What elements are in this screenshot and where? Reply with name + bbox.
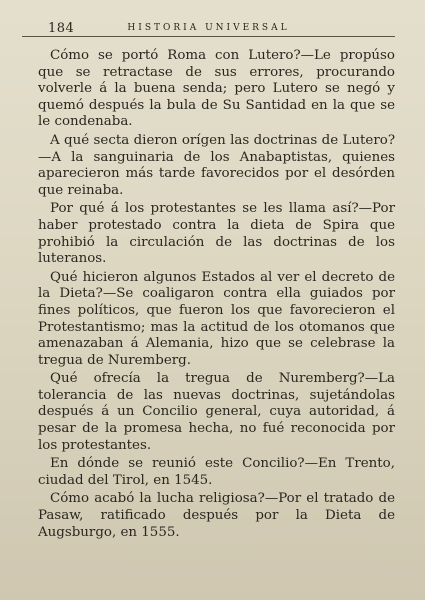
running-title: HISTORIA UNIVERSAL [127, 23, 290, 33]
paragraph-religious-struggle: Cómo acabó la lucha religiosa?—Por el tratado de Pasaw, ratificado después por la Dieta de Augsburgo, en 1555. [38, 491, 395, 540]
paragraph-rome-luther: Cómo se portó Roma con Lutero?—Le propúso que se retractase de sus errores, procurando volverle á la buena senda; pero Lutero se negó y quemó después la bula de Su Santidad en la que se le condenaba. [38, 48, 395, 130]
page-body [38, 48, 395, 543]
paragraph-protestants-name: Por qué á los protestantes se les llama así?—Por haber protestado contra la dieta de Spira que prohibió la circulación de las doctrinas de los luteranos. [38, 201, 395, 267]
paragraph-truce-nuremberg: Qué ofrecía la tregua de Nuremberg?—La tolerancia de las nuevas doctrinas, sujetándolas después á un Concilio general, cuya autoridad, á pesar de la promesa hecha, no fué reconocida por los protestantes. [38, 371, 395, 453]
paragraph-anabaptists: A qué secta dieron orígen las doctrinas de Lutero?—A la sanguinaria de los Anabaptistas, quienes aparecieron más tarde favorecidos por el desórden que reinaba. [38, 132, 395, 198]
paragraph-states-coalition: Qué hicieron algunos Estados al ver el decreto de la Dieta?—Se coaligaron contra ella guiados por fines políticos, que fueron los que favorecieron el Protestantismo; mas la actitud de los otomanos que amenazaban á Alemania, hizo que se celebrase la tregua de Nuremberg. [38, 269, 395, 368]
page-header [22, 10, 395, 37]
paragraph-council-trent: En dónde se reunió este Concilio?—En Trento, ciudad del Tirol, en 1545. [38, 456, 395, 488]
page-number: 184 [48, 21, 75, 36]
